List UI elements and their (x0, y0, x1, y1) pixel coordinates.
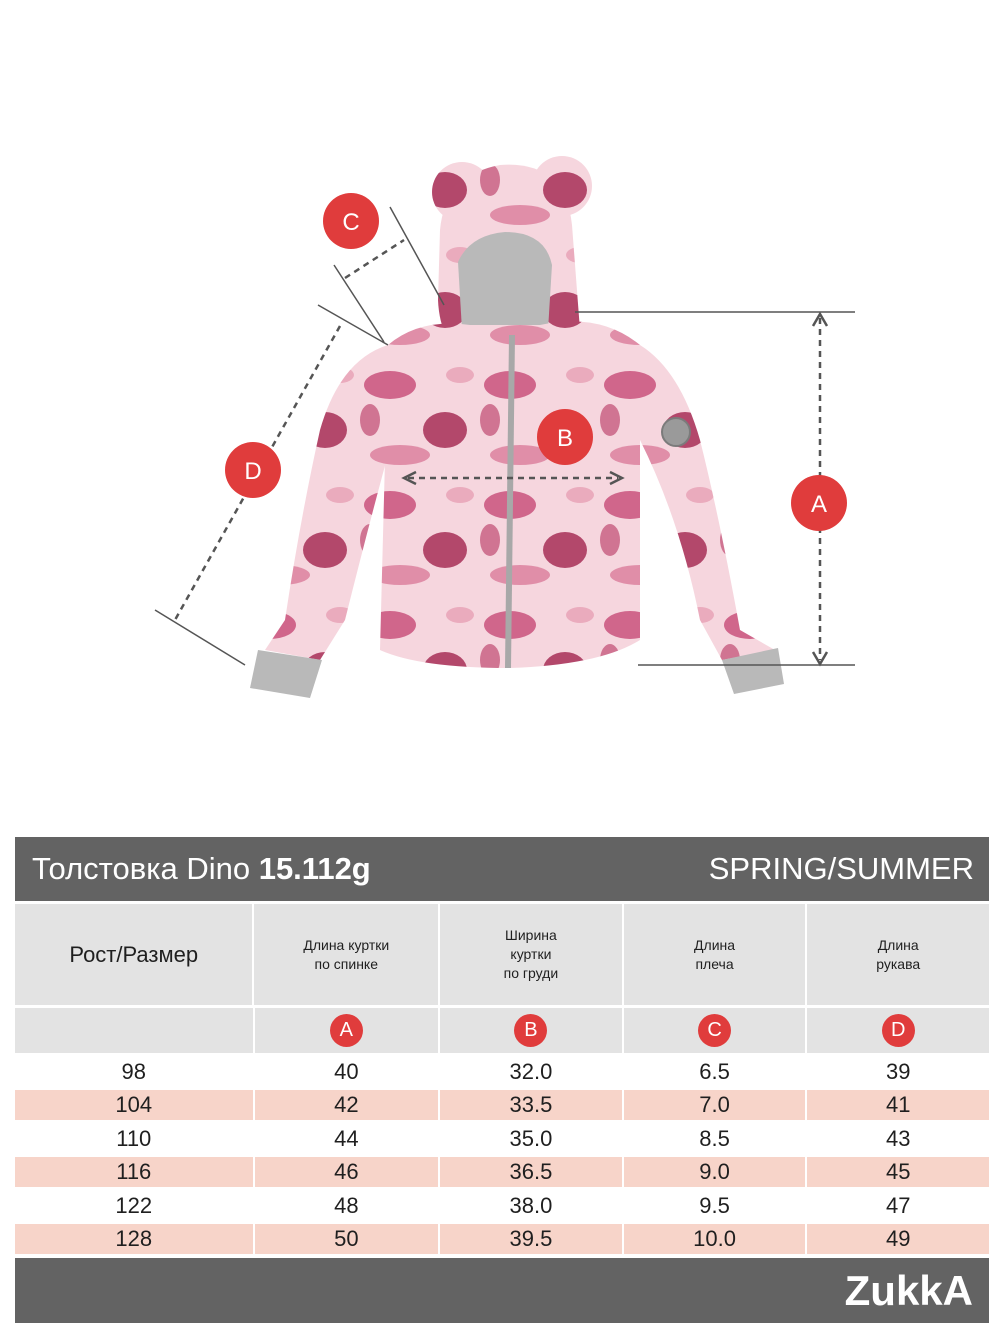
value-cell-b: 33.5 (440, 1090, 622, 1120)
value-cell-a: 42 (255, 1090, 439, 1120)
value-cell-d: 49 (807, 1224, 989, 1254)
marker-b (537, 409, 593, 465)
value-cell-a: 44 (255, 1123, 439, 1154)
value-cell-a: 40 (255, 1056, 439, 1087)
column-marker-a: A (330, 1014, 363, 1047)
season-label: SPRING/SUMMER (708, 851, 974, 886)
value-cell-d: 47 (807, 1190, 989, 1221)
value-cell-c: 8.5 (624, 1123, 806, 1154)
title-bar (15, 837, 989, 901)
size-cell: 122 (15, 1190, 253, 1221)
marker-a (791, 475, 847, 531)
value-cell-c: 7.0 (624, 1090, 806, 1120)
svg-text:D: D (244, 458, 262, 485)
value-cell-c: 6.5 (624, 1056, 806, 1087)
column-marker-b: B (514, 1014, 547, 1047)
column-header-c: Длина плеча (624, 904, 806, 1005)
jacket-sleeve-left (265, 345, 392, 660)
value-cell-d: 39 (807, 1056, 989, 1087)
marker-row-blank (15, 1008, 253, 1053)
table-row (15, 1090, 989, 1120)
value-cell-b: 38.0 (440, 1190, 622, 1221)
table-row (15, 1157, 989, 1187)
table-header-row (15, 904, 989, 1005)
column-header-a: Длина куртки по спинке (254, 904, 438, 1005)
value-cell-c: 10.0 (624, 1224, 806, 1254)
size-cell: 110 (15, 1123, 253, 1154)
product-name: Толстовка Dino (32, 851, 251, 886)
value-cell-b: 35.0 (440, 1123, 622, 1154)
value-cell-c: 9.0 (624, 1157, 806, 1187)
size-cell: 98 (15, 1056, 253, 1087)
value-cell-d: 43 (807, 1123, 989, 1154)
brand-logo: ZukkA (844, 1266, 973, 1314)
size-cell: 128 (15, 1224, 253, 1254)
value-cell-b: 39.5 (440, 1224, 622, 1254)
marker-c (323, 193, 379, 249)
size-cell: 116 (15, 1157, 253, 1187)
sleeve-patch (662, 418, 690, 446)
column-marker-d: D (882, 1014, 915, 1047)
svg-text:B: B (556, 425, 574, 452)
value-cell-d: 45 (807, 1157, 989, 1187)
table-row (15, 1190, 989, 1221)
svg-text:A: A (810, 491, 828, 518)
column-header-d: Длина рукава (807, 904, 989, 1005)
svg-text:C: C (342, 209, 360, 236)
table-marker-row (15, 1008, 989, 1053)
table-row (15, 1123, 989, 1154)
jacket-sleeve-right (640, 345, 775, 660)
value-cell-a: 50 (255, 1224, 439, 1254)
value-cell-a: 46 (255, 1157, 439, 1187)
value-cell-c: 9.5 (624, 1190, 806, 1221)
table-row (15, 1056, 989, 1087)
value-cell-d: 41 (807, 1090, 989, 1120)
value-cell-b: 32.0 (440, 1056, 622, 1087)
size-chart-table (15, 837, 989, 1323)
value-cell-b: 36.5 (440, 1157, 622, 1187)
product-title (32, 851, 371, 887)
size-cell: 104 (15, 1090, 253, 1120)
value-cell-a: 48 (255, 1190, 439, 1221)
column-marker-c: C (698, 1014, 731, 1047)
size-header: Рост/Размер (15, 904, 252, 1005)
brand-footer (15, 1258, 989, 1323)
column-header-b: Ширина куртки по груди (440, 904, 622, 1005)
product-article: 15.112g (258, 851, 371, 886)
zipper (508, 335, 512, 668)
marker-d (225, 442, 281, 498)
table-row (15, 1224, 989, 1254)
